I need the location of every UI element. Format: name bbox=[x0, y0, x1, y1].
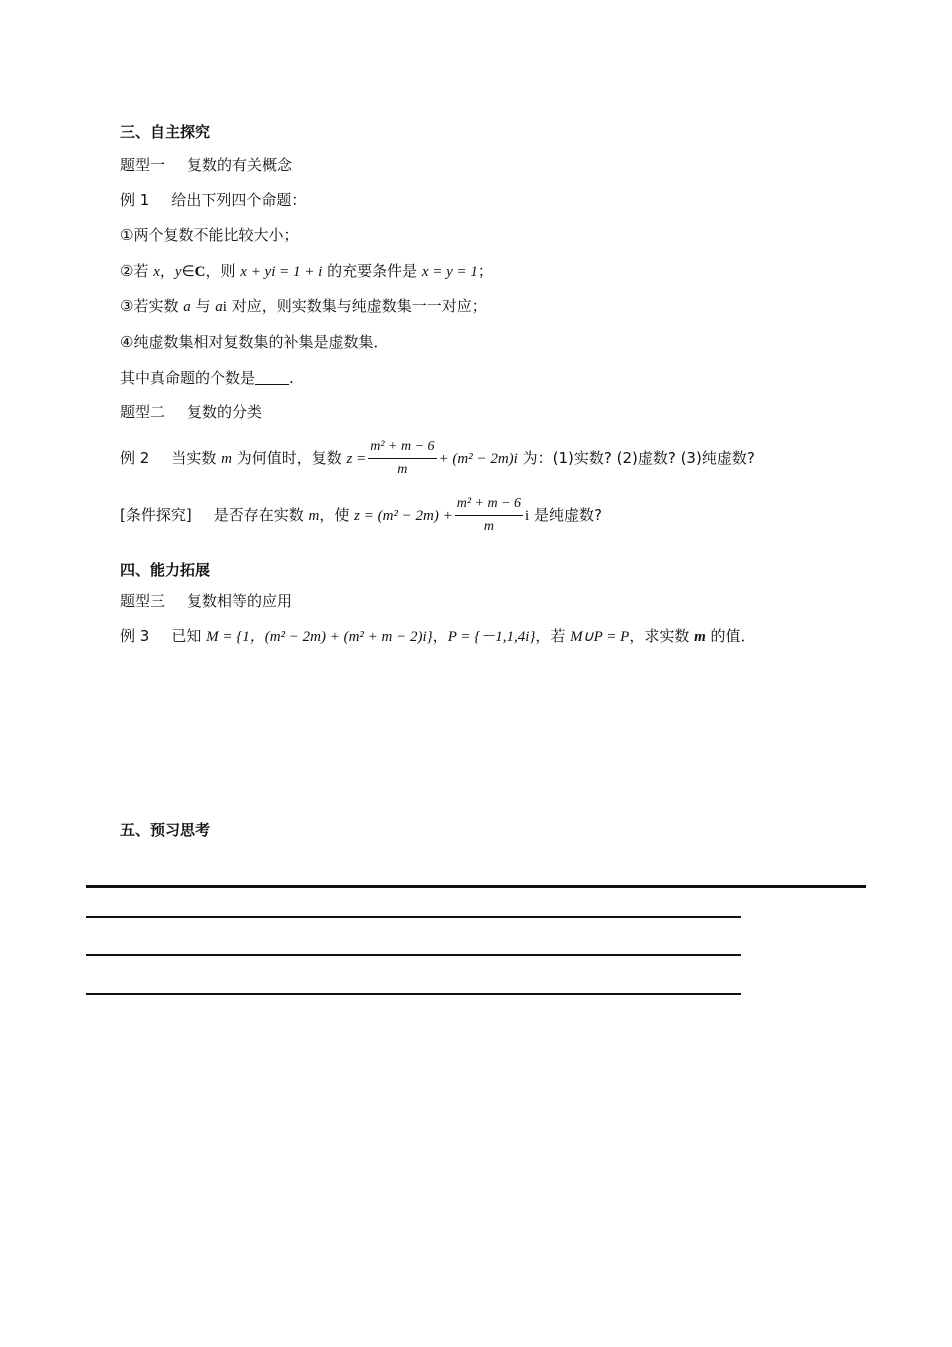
thick-rule bbox=[86, 885, 866, 888]
ex2-text-a: 当实数 bbox=[171, 449, 222, 467]
p3-text-f: 对应，则实数集与纯虚数集一一对应； bbox=[226, 297, 487, 315]
ex1-question bbox=[120, 368, 294, 388]
p3-var-a2: a bbox=[215, 299, 223, 315]
ex1-label: 例 1 bbox=[120, 191, 150, 209]
cond-text-b: ，使 bbox=[319, 506, 355, 524]
p2-text-g: ，则 bbox=[205, 262, 241, 280]
ex2-z-equals: z = bbox=[346, 451, 367, 467]
p3-text-c: 与 bbox=[190, 297, 216, 315]
ex3-line bbox=[120, 626, 756, 647]
section-heading-three: 三、自主探究 bbox=[120, 123, 211, 141]
ex1-question-end: . bbox=[289, 369, 294, 387]
p2-complex-set: C bbox=[194, 264, 206, 280]
answer-blank[interactable] bbox=[255, 370, 289, 385]
ex3-label: 例 3 bbox=[120, 627, 150, 645]
cond-fraction bbox=[455, 495, 523, 536]
writing-line[interactable] bbox=[86, 916, 741, 918]
cond-text-c: 是纯虚数? bbox=[529, 506, 602, 524]
ex2-line bbox=[120, 436, 755, 481]
type2-title: 题型二 bbox=[120, 403, 166, 421]
ex1-intro: 给出下列四个命题： bbox=[171, 191, 307, 209]
ex2-text-c: 为：(1)实数? (2)虚数? (3)纯虚数? bbox=[517, 449, 755, 467]
ex3-text-b: ， bbox=[432, 627, 448, 645]
ex2-var-m: m bbox=[221, 451, 232, 467]
p2-var-x: x bbox=[153, 264, 160, 280]
type1-name: 复数的有关概念 bbox=[187, 156, 293, 174]
p2-in-symbol: ∈ bbox=[181, 264, 195, 280]
type2-name: 复数的分类 bbox=[187, 403, 263, 421]
type3-name: 复数相等的应用 bbox=[187, 592, 293, 610]
type2-line bbox=[120, 402, 262, 422]
cond-frac-denominator: m bbox=[483, 519, 494, 534]
cond-var-m: m bbox=[308, 508, 320, 524]
ex3-set-m: M = {1，(m² − 2m) + (m² + m − 2)i} bbox=[206, 629, 433, 645]
ex3-var-m: m bbox=[694, 629, 706, 645]
p3-text-a: ③若实数 bbox=[120, 297, 184, 315]
p2-equation: x + yi = 1 + i bbox=[240, 264, 323, 280]
section-heading-five: 五、预习思考 bbox=[120, 821, 211, 839]
type3-line bbox=[120, 591, 292, 611]
ex3-text-d: ，求实数 bbox=[629, 627, 695, 645]
ex3-union: M∪P = P bbox=[570, 629, 630, 645]
section-heading-four: 四、能力拓展 bbox=[120, 561, 211, 579]
cond-text-a: 是否存在实数 bbox=[213, 506, 309, 524]
ex3-text-a: 已知 bbox=[171, 627, 207, 645]
ex3-text-c: ，若 bbox=[535, 627, 571, 645]
type1-title: 题型一 bbox=[120, 156, 166, 174]
ex1-question-text: 其中真命题的个数是 bbox=[120, 369, 256, 387]
ex1-proposition-1: ①两个复数不能比较大小； bbox=[120, 226, 299, 244]
ex2-frac-denominator: m bbox=[397, 462, 408, 477]
writing-line[interactable] bbox=[86, 954, 741, 956]
writing-line[interactable] bbox=[86, 993, 741, 995]
ex1-proposition-4: ④纯虚数集相对复数集的补集是虚数集． bbox=[120, 333, 389, 351]
type1-line bbox=[120, 155, 292, 175]
ex2-text-b: 为何值时，复数 bbox=[231, 449, 347, 467]
cond-label: [条件探究] bbox=[120, 506, 192, 524]
ex2-frac-numerator: m² + m − 6 bbox=[368, 438, 436, 459]
p3-var-a: a bbox=[183, 299, 191, 315]
p2-var-y: y bbox=[174, 264, 182, 280]
p2-semicolon: ； bbox=[477, 262, 493, 280]
ex2-tail-expression: + (m² − 2m)i bbox=[438, 451, 518, 467]
ex1-line bbox=[120, 190, 306, 210]
ex2-label: 例 2 bbox=[120, 449, 150, 467]
p2-comma: ， bbox=[159, 262, 175, 280]
p3-imag-unit: i bbox=[222, 299, 227, 315]
cond-frac-numerator: m² + m − 6 bbox=[455, 495, 523, 516]
cond-expression: z = (m² − 2m) + bbox=[354, 508, 453, 524]
cond-imag-unit: i bbox=[525, 508, 530, 524]
ex1-proposition-3 bbox=[120, 296, 487, 317]
p2-text-a: ②若 bbox=[120, 262, 154, 280]
ex3-set-p: P = {－1,1,4i} bbox=[447, 629, 536, 645]
p2-text-i: 的充要条件是 bbox=[322, 262, 422, 280]
ex2-fraction bbox=[368, 438, 436, 479]
cond-line bbox=[120, 493, 602, 538]
type3-title: 题型三 bbox=[120, 592, 166, 610]
p2-condition: x = y = 1 bbox=[421, 264, 478, 280]
ex1-proposition-2 bbox=[120, 261, 493, 282]
ex3-text-e: 的值． bbox=[705, 627, 756, 645]
